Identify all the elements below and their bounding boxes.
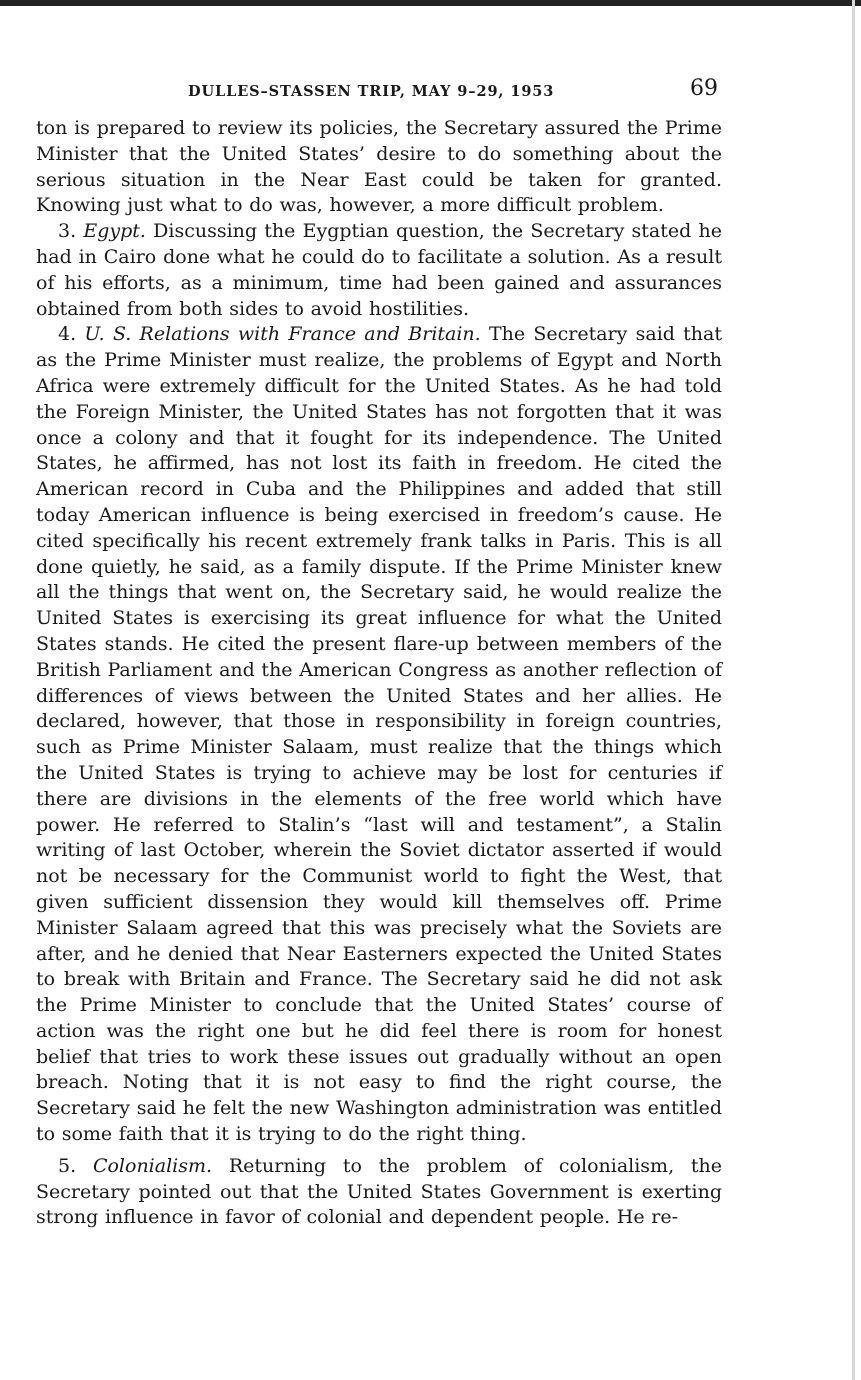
paragraph-us-relations xyxy=(36,322,722,1148)
paragraph-egypt xyxy=(36,219,722,322)
page-header xyxy=(36,76,720,106)
page-number: 69 xyxy=(690,76,718,101)
paragraph-text: The Secretary said that as the Prime Minister must realize, the problems of Egypt and North Africa were extremely difficult for the United States. As he had told the Foreign Minister, the United States has not forgotten that it was once a colony and that it fought for its independence. The United States, he affirmed, has not lost its faith in freedom. He cited the American record in Cuba and the Philippines and added that still today American influence is being exercised in freedom’s cause. He cited specifically his recent extremely frank talks in Paris. This is all done quietly, he said, as a family dispute. If the Prime Minister knew all the things that went on, the Secretary said, he would realize the United States is exercising its great influence for what the United States stands. He cited the present flare-up between members of the British Parliament and the American Congress as another reflection of differences of views between the United States and her allies. He declared, however, that those in responsibility in foreign countries, such as Prime Minister Salaam, must realize that the things which the United States is trying to achieve may be lost for centuries if there are divisions in the elements of the free world which have power. He referred to Stalin’s “last will and testament”, a Stalin writing of last October, wherein the Soviet dictator asserted if would not be necessary for the Communist world to fight the West, that given sufficient dissension they would kill themselves off. Prime Minister Salaam agreed that this was precisely what the Soviets are after, and he denied that Near Easterners expected the United States to break with Britain and France. The Secretary said he did not ask the Prime Minister to conclude that the United States’ course of action was the right one but he did feel there is room for honest belief that tries to work these issues out gradually without an open breach. Noting that it is not easy to find the right course, the Secretary said he felt the new Washington administration was entitled to some faith that it is trying to do the right thing. xyxy=(36,323,723,1146)
page-edge xyxy=(852,0,855,1380)
paragraph-text: Returning to the problem of colonialism, the Secretary pointed out that the United States Government is exerting strong influence in favor of colonial and dependent people. He re- xyxy=(36,1154,723,1229)
paragraph-heading: Colonialism. xyxy=(92,1154,213,1177)
paragraph-number: 4. xyxy=(58,323,77,346)
paragraph-text: ton is prepared to review its policies, the Secretary assured the Prime Minister that the United States’ desire to do something about the serious situation in the Near East could be taken for granted. Knowing just what to do was, however, a more difficult problem. xyxy=(36,117,722,217)
paragraph-colonialism xyxy=(36,1154,722,1231)
top-border-rule xyxy=(0,0,861,6)
paragraph-heading: U. S. Relations with France and Britain. xyxy=(84,323,481,346)
running-head: DULLES–STASSEN TRIP, MAY 9–29, 1953 xyxy=(188,83,555,100)
paragraph-number: 3. xyxy=(58,220,77,243)
paragraph-number: 5. xyxy=(58,1154,77,1177)
paragraph-heading: Egypt. xyxy=(83,220,146,243)
paragraph-text: Discussing the Eygptian question, the Secretary stated he had in Cairo done what he could do to facilitate a solution. As a result of his efforts, as a minimum, time had been gained and assurances obtained from both sides to avoid hostilities. xyxy=(36,220,722,320)
body-text xyxy=(36,116,722,1231)
paragraph-continuation xyxy=(36,116,722,219)
